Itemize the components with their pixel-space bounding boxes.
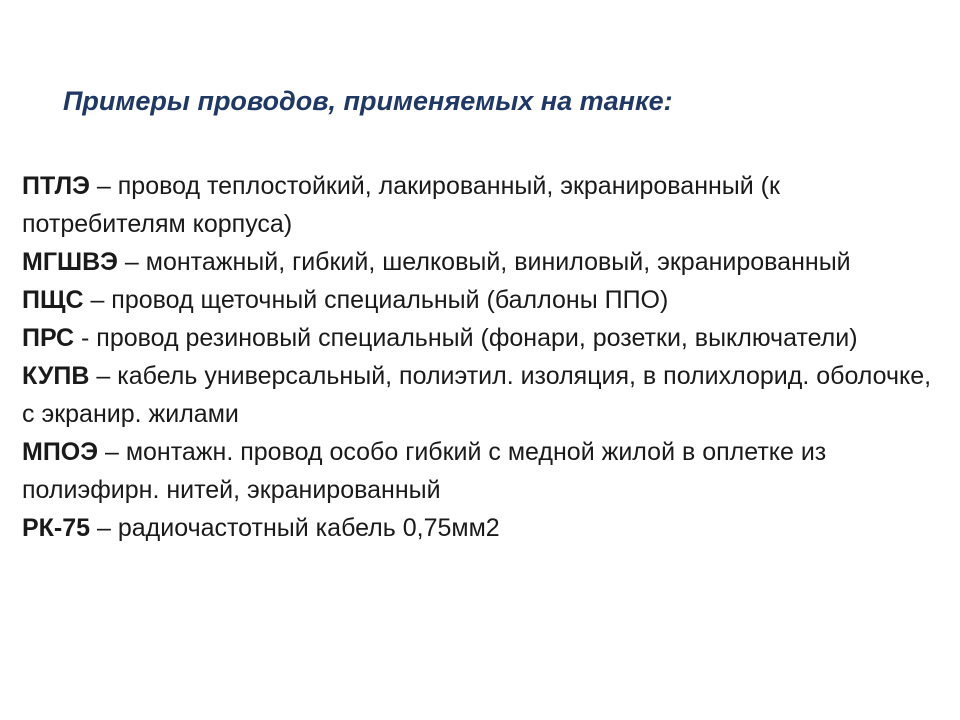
wire-item-mpoe: [22, 433, 942, 509]
wire-item-pshchs: [22, 281, 942, 319]
wire-item-mgshve: [22, 243, 942, 281]
wire-code: ПТЛЭ: [22, 172, 90, 200]
wire-description: – монтажный, гибкий, шелковый, виниловый, экранированный: [117, 248, 851, 276]
wire-description: – монтажн. провод особо гибкий с медной жилой в оплетке из полиэфирн. нитей, экранированный: [22, 438, 827, 504]
wire-item-ptle: [22, 167, 942, 243]
wire-code: ПЩС: [22, 286, 84, 314]
wire-item-rk75: [22, 509, 942, 547]
wire-description: – провод теплостойкий, лакированный, экранированный (к потребителям корпуса): [22, 172, 780, 238]
slide-title: Примеры проводов, применяемых на танке:: [63, 86, 673, 116]
wire-list: [22, 167, 942, 547]
wire-description: – кабель универсальный, полиэтил. изоляция, в полихлорид. оболочке, с экранир. жилами: [22, 362, 932, 428]
wire-description: - провод резиновый специальный (фонари, розетки, выключатели): [74, 324, 858, 352]
wire-description: – провод щеточный специальный (баллоны ППО): [83, 286, 669, 314]
wire-item-kupv: [22, 357, 942, 433]
wire-code: КУПВ: [22, 362, 90, 390]
wire-code: ПРС: [22, 324, 75, 352]
wire-code: МПОЭ: [22, 438, 99, 466]
wire-description: – радиочастотный кабель 0,75мм2: [90, 514, 500, 542]
wire-code: РК-75: [22, 514, 91, 542]
wire-code: МГШВЭ: [22, 248, 118, 276]
wire-item-prs: [22, 319, 942, 357]
